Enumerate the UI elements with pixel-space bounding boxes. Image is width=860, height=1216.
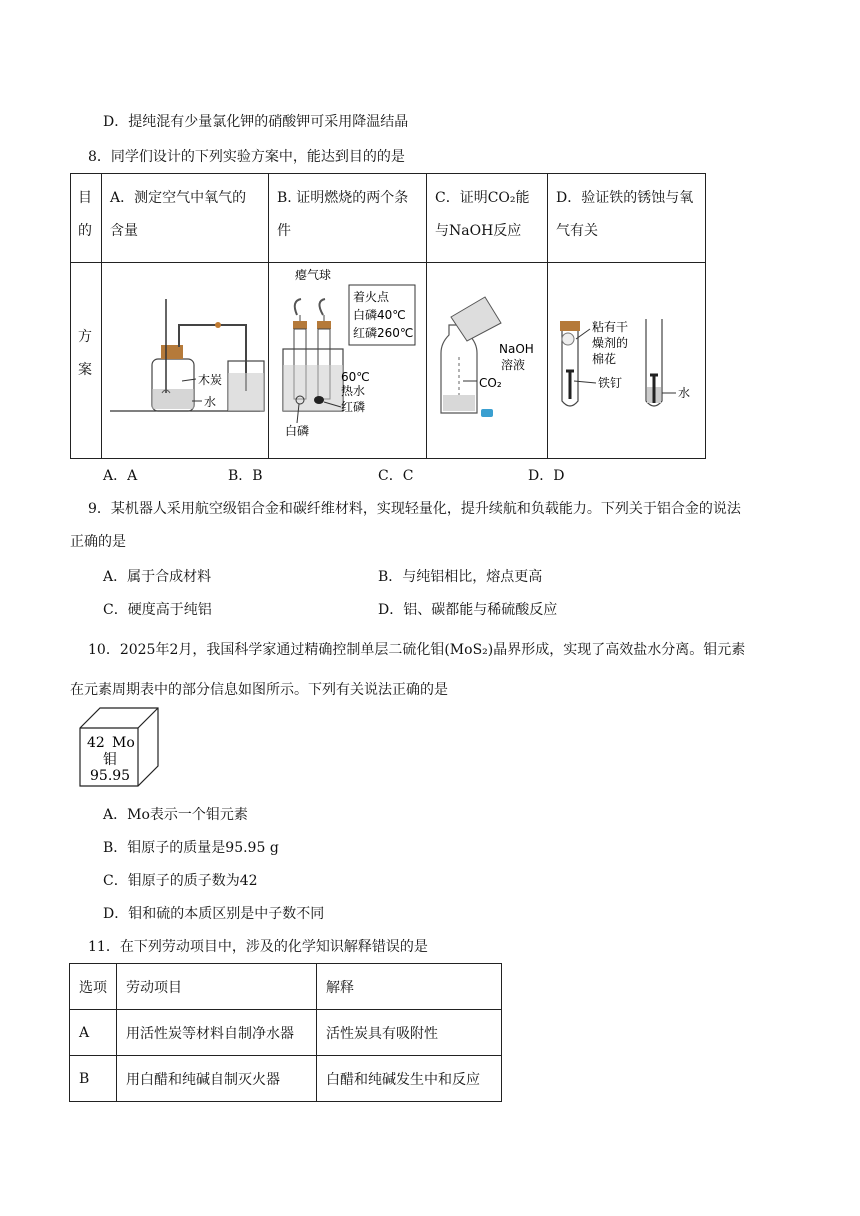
q8-purpose-head: 目 的 <box>71 174 102 263</box>
q8-choice-c: C．C <box>378 468 414 484</box>
charcoal-label: 木炭 <box>198 373 223 387</box>
q9-stem-line2: 正确的是 <box>70 534 126 550</box>
q9-stem-line1: 9．某机器人采用航空级铝合金和碳纤维材料，实现轻量化，提升续航和负载能力。下列关于铝合金的说法 <box>88 501 741 517</box>
water-label-d: 水 <box>678 386 691 400</box>
q8-choice-b: B．B <box>228 468 263 484</box>
q10-stem-line2: 在元素周期表中的部分信息如图所示。下列有关说法正确的是 <box>70 682 448 698</box>
table-row <box>70 1056 502 1102</box>
table-header-cell: 劳动项目 <box>117 964 317 1010</box>
element-symbol: Mo <box>112 735 135 751</box>
q8-choice-a: A．A <box>103 468 138 484</box>
balloon-label: 瘪气球 <box>295 268 332 282</box>
q10-option-c: C．钼原子的质子数为42 <box>103 873 258 889</box>
q8-figure-a <box>102 263 269 459</box>
cotton-label-line2: 燥剂的 <box>592 336 629 350</box>
ignition-title: 着火点 <box>353 290 390 304</box>
q8-purpose-d: D．验证铁的锈蚀与氧气有关 <box>548 174 706 263</box>
white-p-label: 白磷 <box>285 424 310 438</box>
q10-option-d: D．钼和硫的本质区别是中子数不同 <box>103 906 325 922</box>
naoh-label: NaOH <box>499 342 534 356</box>
cotton-label-line3: 棉花 <box>592 352 617 366</box>
q8-figure-d <box>548 263 706 459</box>
table-header-row <box>70 964 502 1010</box>
q8-figure-c <box>427 263 548 459</box>
q10-stem-line1: 10．2025年2月，我国科学家通过精确控制单层二硫化钼(MoS₂)晶界形成，实现了高效盐水分离。钼元素 <box>88 642 746 658</box>
q11-stem: 11．在下列劳动项目中，涉及的化学知识解释错误的是 <box>88 939 428 955</box>
table-header-cell: 选项 <box>70 964 117 1010</box>
q9-option-a: A．属于合成材料 <box>103 569 212 585</box>
water-label: 水 <box>204 395 217 409</box>
table-cell: A <box>70 1010 117 1056</box>
q10-option-b: B．钼原子的质量是95.95 g <box>103 840 279 856</box>
ignition-white: 白磷40℃ <box>353 308 406 322</box>
q8-choice-d: D．D <box>528 468 565 484</box>
q8-purpose-b: B. 证明燃烧的两个条件 <box>269 174 427 263</box>
table-cell: 用白醋和纯碱自制灭火器 <box>117 1056 317 1102</box>
q8-purpose-c: C．证明CO₂能与NaOH反应 <box>427 174 548 263</box>
apparatus-d-figure <box>548 263 705 454</box>
q8-stem: 8．同学们设计的下列实验方案中，能达到目的的是 <box>88 149 405 165</box>
q7-option-d: D．提纯混有少量氯化钾的硝酸钾可采用降温结晶 <box>103 114 409 130</box>
table-cell: B <box>70 1056 117 1102</box>
q9-option-c: C．硬度高于纯铝 <box>103 602 212 618</box>
ignition-red: 红磷260℃ <box>353 326 414 340</box>
red-p-label: 红磷 <box>341 400 366 414</box>
q9-option-d: D．铝、碳都能与稀硫酸反应 <box>378 602 558 618</box>
q11-table <box>69 963 502 1102</box>
q8-plan-head: 方 案 <box>71 263 102 459</box>
table-cell: 活性炭具有吸附性 <box>317 1010 502 1056</box>
table-header-cell: 解释 <box>317 964 502 1010</box>
element-cube <box>78 706 160 788</box>
element-name: 钼 <box>103 752 117 768</box>
table-cell: 白醋和纯碱发生中和反应 <box>317 1056 502 1102</box>
q8-purpose-a: A．测定空气中氧气的含量 <box>102 174 269 263</box>
hot-water-temp: 60℃ <box>341 370 370 384</box>
co2-label: CO₂ <box>479 376 502 390</box>
table-cell: 用活性炭等材料自制净水器 <box>117 1010 317 1056</box>
q8-table <box>70 173 706 459</box>
element-number: 42 <box>87 735 105 751</box>
q8-figure-b <box>269 263 427 459</box>
hot-water-label: 热水 <box>341 384 366 398</box>
apparatus-b-figure <box>269 263 426 454</box>
q9-option-b: B．与纯铝相比，熔点更高 <box>378 569 543 585</box>
apparatus-c-figure <box>427 263 547 454</box>
q10-option-a: A．Mo表示一个钼元素 <box>103 807 248 823</box>
element-mass: 95.95 <box>90 768 131 784</box>
nail-label: 铁钉 <box>598 376 623 390</box>
apparatus-a-figure <box>102 263 268 454</box>
table-row <box>70 1010 502 1056</box>
solution-label: 溶液 <box>501 358 526 372</box>
cotton-label-line1: 粘有干 <box>592 320 629 334</box>
